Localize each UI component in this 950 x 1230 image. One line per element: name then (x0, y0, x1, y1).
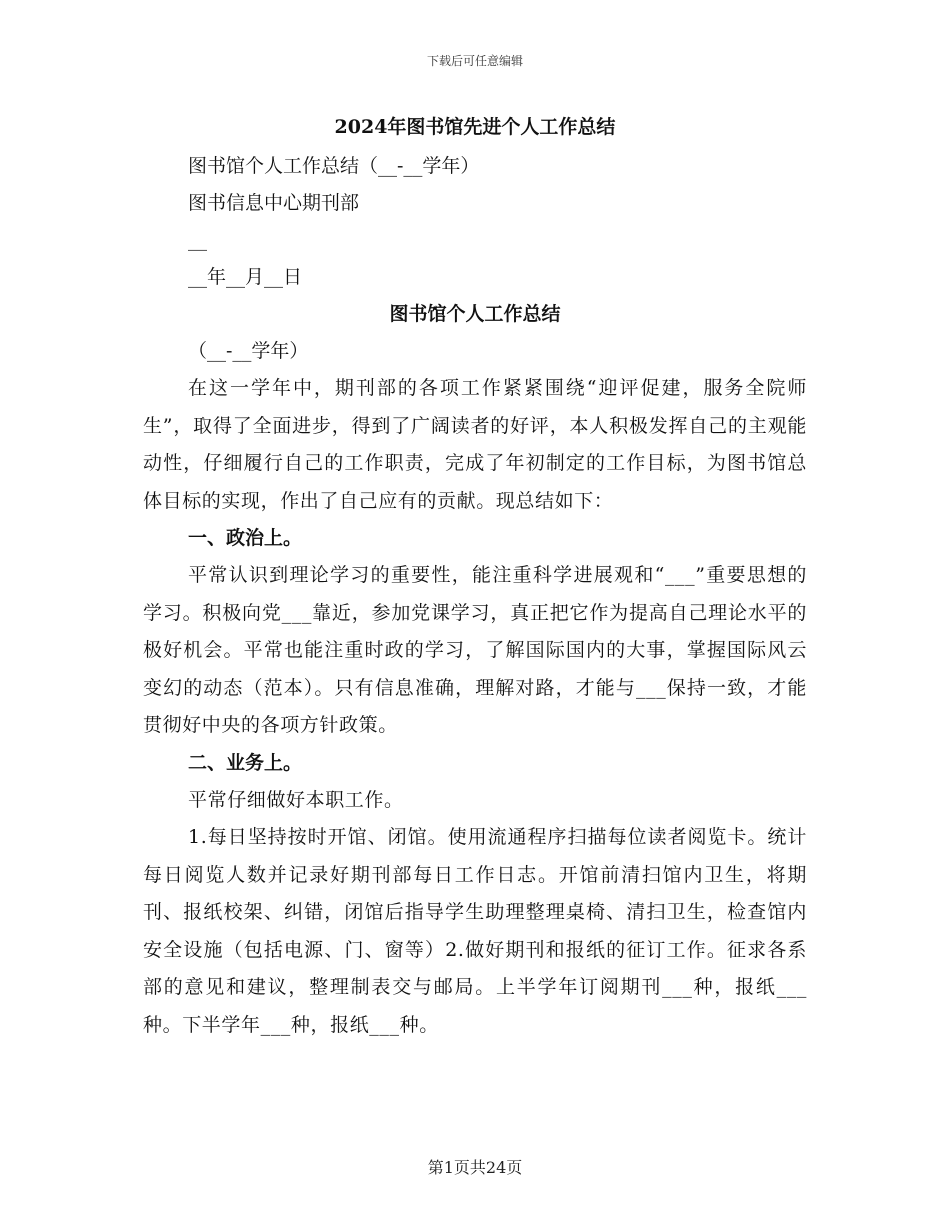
section2-paragraph: 1.每日坚持按时开馆、闭馆。使用流通程序扫描每位读者阅览卡。统计每日阅览人数并记录好期刊部每日工作日志。开馆前清扫馆内卫生，将期刊、报纸校架、纠错，闭馆后指导学生助理整理桌椅、清扫卫生，检查馆内安全设施（包括电源、门、窗等）2.做好期刊和报纸的征订工作。征求各系部的意见和建议，整理制表交与邮局。上半学年订阅期刊___种，报纸___种。下半学年___种，报纸___种。 (143, 826, 807, 1036)
intro-paragraph: 在这一学年中，期刊部的各项工作紧紧围绕“迎评促建，服务全院师生”，取得了全面进步，得到了广阔读者的好评，本人积极发挥自己的主观能动性，仔细履行自己的工作职责，完成了年初制定的工作目标，为图书馆总体目标的实现，作出了自己应有的贡献。现总结如下： (143, 377, 807, 512)
name-blank-line: __ (188, 229, 207, 251)
header-note: 下载后可任意编辑 (426, 54, 523, 68)
document-title: 2024年图书馆先进个人工作总结 (334, 116, 616, 138)
cover-title-line: 图书馆个人工作总结（__-__学年） (188, 155, 480, 177)
year-line: （__-__学年） (188, 340, 309, 362)
page-number: 第1页共24页 (427, 1158, 523, 1177)
section1-heading: 一、政治上。 (188, 527, 303, 549)
document-body (143, 112, 807, 1044)
section2-intro-paragraph: 平常仔细做好本职工作。 (188, 788, 404, 811)
section1-paragraph: 平常认识到理论学习的重要性，能注重科学进展观和“___”重要思想的学习。积极向党___靠近，参加党课学习，真正把它作为提高自己理论水平的极好机会。平常也能注重时政的学习，了解国际国内的大事，掌握国际风云变幻的动态（范本）。只有信息准确，理解对路，才能与___保持一致，才能贯彻好中央的各项方针政策。 (143, 564, 807, 736)
date-line: __年__月__日 (188, 266, 303, 288)
section2-heading: 二、业务上。 (188, 751, 303, 774)
department-line: 图书信息中心期刊部 (188, 192, 360, 214)
section-title: 图书馆个人工作总结 (389, 303, 561, 325)
